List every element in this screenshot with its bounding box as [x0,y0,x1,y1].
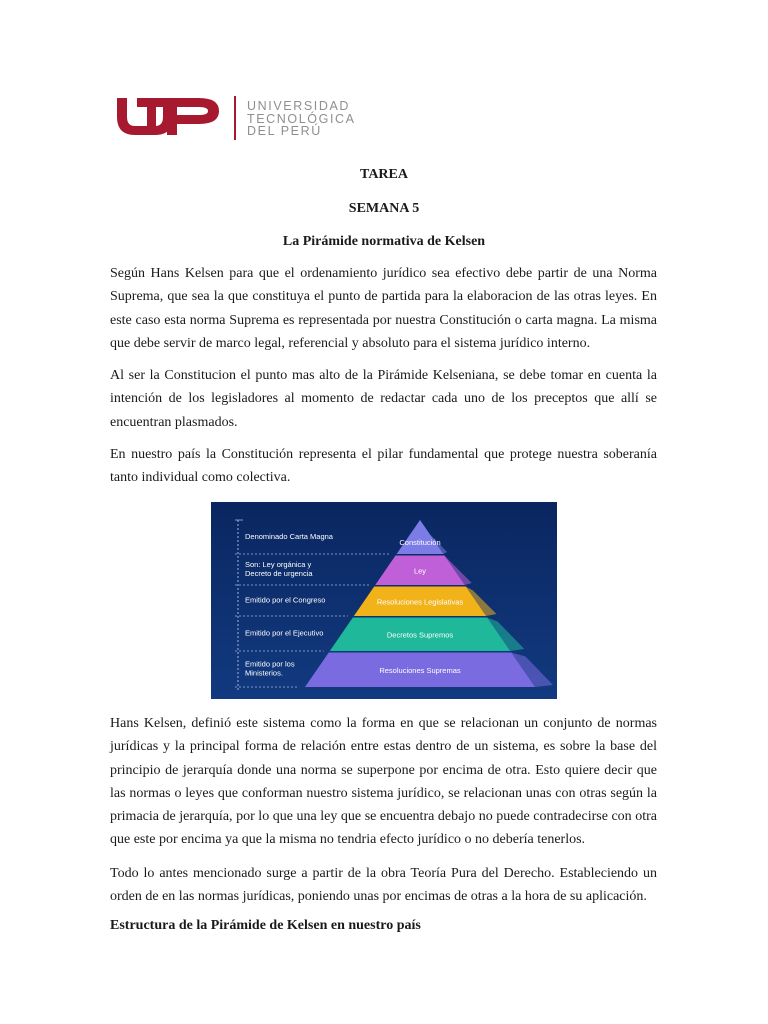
university-name-line: UNIVERSIDAD [247,99,351,113]
pyramid-tier-label: Ley [413,566,427,576]
pyramid-tier-label: Resoluciones Supremas [379,665,461,675]
pyramid-tier-label: Constitución [399,538,441,547]
pyramid-level-description: Son: Ley orgánica y [245,560,312,569]
paragraph-3: En nuestro país la Constitución representa el pilar fundamental que protege nuestra soberanía tanto individual como colectiva. [110,447,657,486]
paragraph-4: Hans Kelsen, definió este sistema como la forma en que se relacionan un conjunto de normas jurídicas y la principal forma de relación entre estas dentro de un sistema, es sobre la base del principio de jerarquía donde una norma se superpone por encima de otra. Esto quiere decir que las normas o leyes que conforman nuestro sistema jurídico, se relacionan unas con otras según la primacia de jerarquía, por lo que una ley que se encuentra debajo no puede contradecirse con otra que este por encima ya que la misma no tendria efecto jurídico o no debería tenerlos. [110,716,657,848]
pyramid-level-description: Emitido por los [245,659,295,669]
pyramid-level-description: Denominado Carta Magna [245,532,333,541]
pyramid-level-description: Emitido por el Congreso [245,595,326,605]
pyramid-tier-label: Resoluciones Legislativas [376,597,464,607]
doc-topic: La Pirámide normativa de Kelsen [282,234,486,249]
pyramid-level-description: Ministerios. [245,668,283,678]
paragraph-2: Al ser la Constitucion el punto mas alto de la Pirámide Kelseniana, se debe tomar en cuenta la intención de los legisladores al momento de redactar cada uno de los preceptos que allí se encuentran plasmados. [110,368,657,430]
university-name [247,100,356,138]
doc-title: TAREA [360,167,408,182]
paragraph-5: Todo lo antes mencionado surge a partir de la obra Teoría Pura del Derecho. Estableciendo un orden de en las normas jurídicas, poniendo unas por encimas de otras a la hora de su aplicación. [110,866,657,905]
paragraph-1: Según Hans Kelsen para que el ordenamiento jurídico sea efectivo debe partir de una Norma Suprema, que sea la que constituya el punto de partida para la elaboracion de las otras leyes. En este caso esta norma Suprema es representada por nuestra Constitución o carta magna. La misma que debe servir de marco legal, referencial y absoluto para el sistema jurídico interno. [110,266,657,351]
pyramid-level-description: Decreto de urgencia [245,569,313,578]
university-name-line: TECNOLÓGICA [247,111,356,126]
pyramid-level-description: Emitido por el Ejecutivo [245,628,324,638]
kelsen-pyramid-diagram [211,502,557,699]
section-subheading: Estructura de la Pirámide de Kelsen en nuestro país [110,918,421,933]
doc-week: SEMANA 5 [348,201,420,216]
pyramid-tier-label: Decretos Supremos [386,630,454,640]
kelsen-pyramid-figure [211,502,557,699]
university-name-line: DEL PERÚ [247,124,322,138]
